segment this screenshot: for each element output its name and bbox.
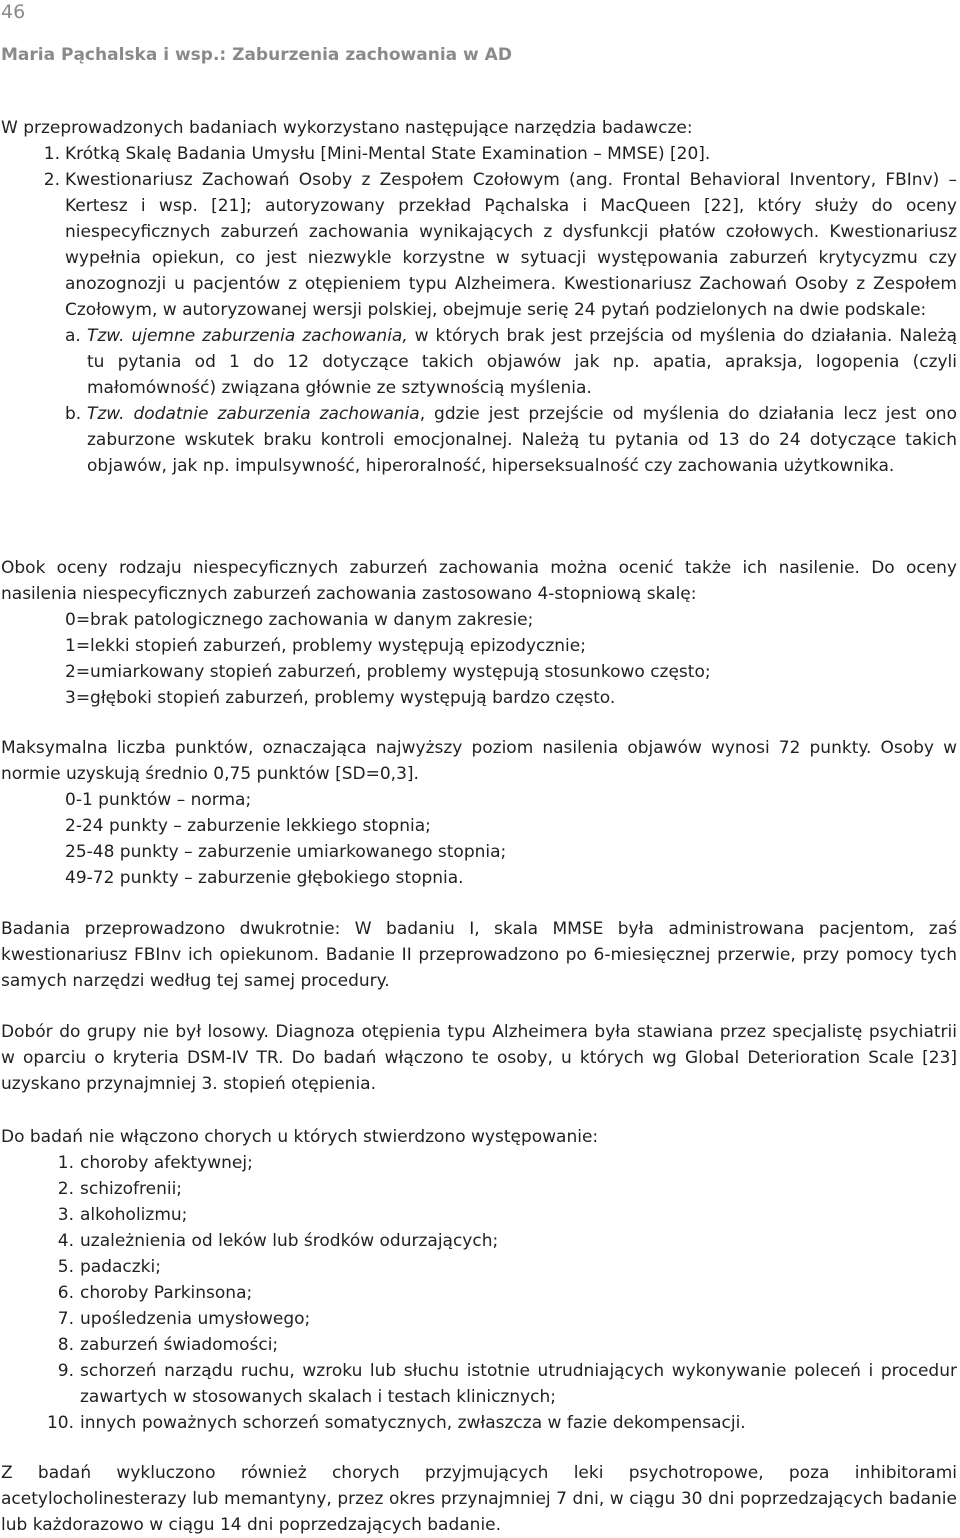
exclusion-item-text: zaburzeń świadomości; bbox=[80, 1335, 279, 1355]
exclusion-item-text: upośledzenia umysłowego; bbox=[80, 1309, 311, 1329]
exclusion-item-text: alkoholizmu; bbox=[80, 1205, 188, 1225]
exclusion-item bbox=[1, 1150, 957, 1176]
final-paragraph: Z badań wykluczono również chorych przyjmujących leki psychotropowe, poza inhibitorami acetylocholinesterazy lub memantyny, przez okres przynajmniej 7 dni, w ciągu 30 dni poprzedzających badanie lub każdorazowo w ciągu 14 dni poprzedzających badanie. bbox=[1, 1463, 957, 1535]
subscale-b bbox=[1, 401, 957, 479]
page-number: 46 bbox=[1, 1, 26, 23]
exclusion-item-number: 8. bbox=[57, 1335, 74, 1355]
exclusion-item bbox=[1, 1254, 957, 1280]
exclusion-item bbox=[1, 1410, 957, 1436]
exclusion-item-number: 1. bbox=[57, 1153, 74, 1173]
exclusion-item-number: 5. bbox=[57, 1257, 74, 1277]
final-section bbox=[1, 1460, 957, 1538]
tool-item-number: 1. bbox=[43, 144, 60, 164]
subscale-desc: , gdzie jest przejście od myślenia do działania lecz jest ono zaburzone wskutek braku kontroli emocjonalnej. Należą tu pytania od 13 do 24 dotyczące takich objawów, jak np. impulsywność, hiperoralność, hiperseksualność czy zachowania użytkownika. bbox=[87, 404, 957, 476]
exclusion-item bbox=[1, 1306, 957, 1332]
running-head: Maria Pąchalska i wsp.: Zaburzenia zachowania w AD bbox=[1, 45, 512, 65]
exclusion-section bbox=[1, 1124, 957, 1436]
group-section bbox=[1, 1019, 957, 1097]
exclusion-item-text: schizofrenii; bbox=[80, 1179, 183, 1199]
subscale-label: b. bbox=[65, 404, 82, 424]
severity-level: 0=brak patologicznego zachowania w danym zakresie; bbox=[65, 610, 534, 630]
severity-level: 2=umiarkowany stopień zaburzeń, problemy występują stosunkowo często; bbox=[65, 662, 711, 682]
subscale-italic: Tzw. ujemne zaburzenia zachowania, bbox=[87, 326, 408, 346]
tool-item-1 bbox=[1, 141, 957, 167]
scoring-section bbox=[1, 735, 957, 891]
procedure-section bbox=[1, 916, 957, 994]
subscale-text bbox=[87, 323, 957, 401]
tool-item-text: Kwestionariusz Zachowań Osoby z Zespołem Czołowym (ang. Frontal Behavioral Inventory, FBInv) – Kertesz i wsp. [21]; autoryzowany przekład Pąchalska i MacQueen [22], który służy do oceny niespecyficznych zaburzeń zachowania wynikających z dysfunkcji płatów czołowych. Kwestionariusz wypełnia opiekun, co jest niezwykle korzystne w sytuacji występowania zaburzeń krytycyzmu czy anozognozji u pacjentów z otępieniem typu Alzheimera. Kwestionariusz Zachowań Osoby z Zespołem Czołowym, w autoryzowanej wersji polskiej, obejmuje serię 24 pytań podzielonych na dwie podskale: bbox=[65, 170, 957, 320]
subscale-desc: w których brak jest przejścia od myślenia do działania. Należą tu pytania od 1 do 12 dotyczące takich objawów jak np. apatia, apraksja, logopenia (czyli małomówność) związana głównie ze sztywnością myślenia. bbox=[87, 326, 957, 398]
tool-item-number: 2. bbox=[43, 170, 60, 190]
exclusion-item-number: 6. bbox=[57, 1283, 74, 1303]
group-paragraph: Dobór do grupy nie był losowy. Diagnoza otępienia typu Alzheimera była stawiana przez specjalistę psychiatrii w oparciu o kryteria DSM-IV TR. Do badań włączono te osoby, u których wg Global Deterioration Scale [23] uzyskano przynajmniej 3. stopień otępienia. bbox=[1, 1022, 957, 1094]
exclusion-item-number: 3. bbox=[57, 1205, 74, 1225]
exclusion-item-number: 7. bbox=[57, 1309, 74, 1329]
tool-item-2 bbox=[1, 167, 957, 323]
subscale-text bbox=[87, 401, 957, 479]
exclusion-item bbox=[1, 1280, 957, 1306]
exclusion-list bbox=[1, 1150, 957, 1436]
score-range: 25-48 punkty – zaburzenie umiarkowanego stopnia; bbox=[65, 842, 507, 862]
exclusion-item-text: uzależnienia od leków lub środków odurzających; bbox=[80, 1231, 499, 1251]
exclusion-item bbox=[1, 1202, 957, 1228]
exclusion-intro: Do badań nie włączono chorych u których stwierdzono występowanie: bbox=[1, 1127, 599, 1147]
exclusion-item-number: 10. bbox=[46, 1413, 74, 1433]
exclusion-item-number: 4. bbox=[57, 1231, 74, 1251]
subscale-a bbox=[1, 323, 957, 401]
tools-intro: W przeprowadzonych badaniach wykorzystano następujące narzędzia badawcze: bbox=[1, 118, 693, 138]
exclusion-item-text: choroby afektywnej; bbox=[80, 1153, 253, 1173]
exclusion-item-number: 2. bbox=[57, 1179, 74, 1199]
exclusion-item-text: choroby Parkinsona; bbox=[80, 1283, 253, 1303]
exclusion-item-number: 9. bbox=[57, 1361, 74, 1381]
exclusion-item-text: schorzeń narządu ruchu, wzroku lub słuchu istotnie utrudniających wykonywanie poleceń i procedur zawartych w stosowanych skalach i testach klinicznych; bbox=[80, 1361, 957, 1407]
tools-section bbox=[1, 115, 957, 479]
subscale-italic: Tzw. dodatnie zaburzenia zachowania bbox=[87, 404, 420, 424]
severity-level: 3=głęboki stopień zaburzeń, problemy występują bardzo często. bbox=[65, 688, 616, 708]
scoring-intro: Maksymalna liczba punktów, oznaczająca najwyższy poziom nasilenia objawów wynosi 72 punkty. Osoby w normie uzyskują średnio 0,75 punktów [SD=0,3]. bbox=[1, 738, 957, 784]
severity-level: 1=lekki stopień zaburzeń, problemy występują epizodycznie; bbox=[65, 636, 586, 656]
exclusion-item-text: padaczki; bbox=[80, 1257, 161, 1277]
exclusion-item-text: innych poważnych schorzeń somatycznych, zwłaszcza w fazie dekompensacji. bbox=[80, 1413, 746, 1433]
tool-item-text: Krótką Skalę Badania Umysłu [Mini-Mental State Examination – MMSE) [20]. bbox=[65, 144, 711, 164]
severity-intro: Obok oceny rodzaju niespecyficznych zaburzeń zachowania można ocenić także ich nasilenie. Do oceny nasilenia niespecyficznych zaburzeń zachowania zastosowano 4-stopniową skalę: bbox=[1, 558, 957, 604]
exclusion-item bbox=[1, 1358, 957, 1410]
score-range: 49-72 punkty – zaburzenie głębokiego stopnia. bbox=[65, 868, 464, 888]
exclusion-item bbox=[1, 1228, 957, 1254]
score-range: 0-1 punktów – norma; bbox=[65, 790, 252, 810]
exclusion-item bbox=[1, 1176, 957, 1202]
procedure-paragraph: Badania przeprowadzono dwukrotnie: W badaniu I, skala MMSE była administrowana pacjentom, zaś kwestionariusz FBInv ich opiekunom. Badanie II przeprowadzono po 6-miesięcznej przerwie, przy pomocy tych samych narzędzi według tej samej procedury. bbox=[1, 919, 957, 991]
exclusion-item bbox=[1, 1332, 957, 1358]
score-range: 2-24 punkty – zaburzenie lekkiego stopnia; bbox=[65, 816, 431, 836]
subscale-label: a. bbox=[65, 326, 81, 346]
severity-section bbox=[1, 555, 957, 711]
